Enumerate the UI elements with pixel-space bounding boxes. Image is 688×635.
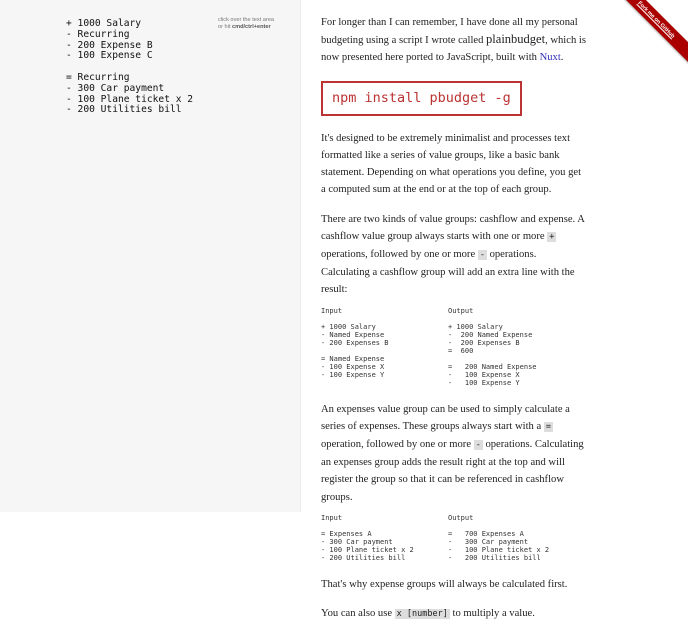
documentation [321,14,586,635]
output-code: = 700 Expenses A - 300 Car payment - 100 Plane ticket x 2 - 200 Utilities bill [448,529,550,562]
text: operations. Calculating an expenses group adds the result right at the top and will register the group so that it can be referenced in cashflow groups. [321,439,584,503]
input-label: Input [321,513,343,522]
expenses-example [321,514,586,562]
budget-text-area[interactable]: + 1000 Salary - Recurring - 200 Expense B - 100 Expense C = Recurring - 300 Car payment - 100 Plane ticket x 2 - 200 Utilities bill [66,18,194,116]
install-command: npm install pbudget -g [321,81,522,116]
text: operation, followed by one or more [321,439,474,451]
text: operations, followed by one or more [321,249,478,261]
order-paragraph: That's why expense groups will always be calculated first. [321,578,568,590]
hint-shortcut: cmd/ctrl+enter [232,24,271,30]
input-label: Input [321,306,343,315]
plus-operator: + [549,231,555,242]
text: An expenses value group can be used to simply calculate a series of expenses. These groups always start with a [321,403,570,432]
output-label: Output [448,513,474,522]
description-paragraph: It's designed to be extremely minimalist and processes text formatted like a series of value groups, like a basic bank statement. Depending on what operations you define, you get a computed sum at the end or at the top of each group. [321,132,582,196]
input-code: = Expenses A - 300 Car payment - 100 Plane ticket x 2 - 200 Utilities bill [321,529,414,562]
minus-operator: - [479,250,485,261]
multiply-syntax: x [number] [396,609,448,620]
intro-text: , which is now presented here ported to JavaScript, built with [321,35,586,64]
fork-on-github-ribbon[interactable]: Fork me on GitHub [602,0,688,74]
hint-prefix: or hit [218,24,232,30]
cashflow-example [321,307,586,387]
intro-text: . [560,52,564,64]
output-label: Output [448,306,474,315]
brand-name: plainbudget [486,32,546,47]
intro-text: For longer than I can remember, I have done all my personal budgeting using a script I wrote called [321,17,578,47]
input-code: + 1000 Salary - Named Expense - 200 Expenses B = Named Expense - 100 Expense X - 100 Expense Y [321,322,389,379]
equals-operator: = [545,421,551,432]
run-hint [218,17,274,31]
multiply-paragraph [321,605,586,623]
hint-line: click over the text area [218,17,274,23]
intro-paragraph [321,14,586,67]
expenses-paragraph [321,401,586,506]
text: You can also use [321,608,395,620]
text: There are two kinds of value groups: cashflow and expense. A cashflow value group always starts with one or more [321,213,585,242]
minus-operator: - [475,440,481,451]
cashflow-paragraph [321,211,586,299]
output-code: + 1000 Salary - 200 Named Expense - 200 Expenses B = 600 = 200 Named Expense - 100 Expense X - 100 Expense Y [448,322,537,387]
editor-panel [0,0,301,512]
text: operations. Calculating a cashflow group will add an extra line with the result: [321,249,575,296]
text: to multiply a value. [449,608,535,620]
nuxt-link[interactable]: Nuxt [539,52,561,64]
